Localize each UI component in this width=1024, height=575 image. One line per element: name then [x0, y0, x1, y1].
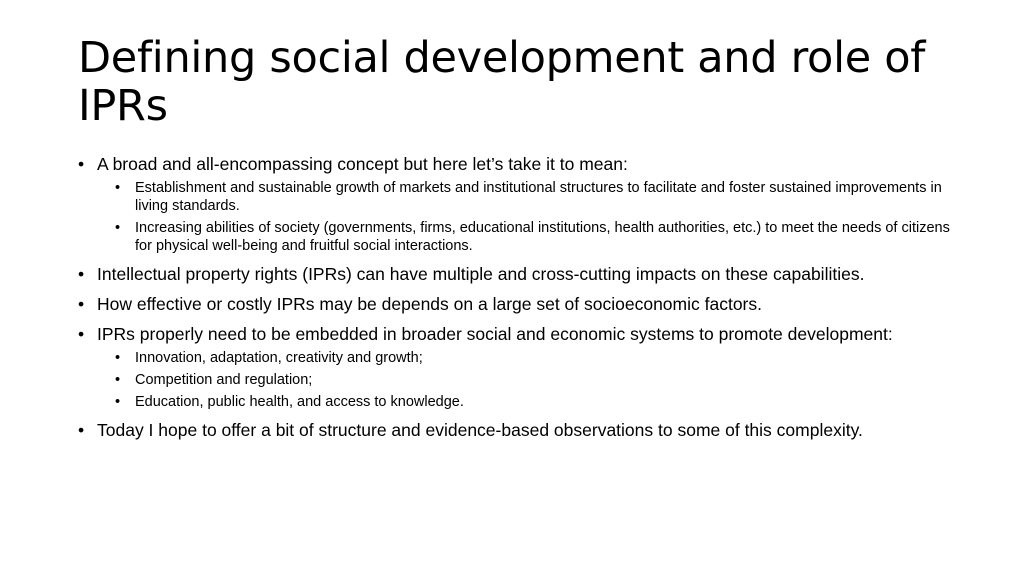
sub-bullet-list: [97, 349, 958, 411]
bullet-icon: •: [115, 350, 121, 366]
bullet-list: [78, 154, 958, 450]
bullet-item: [78, 264, 958, 285]
bullet-item: [78, 324, 958, 411]
bullet-text: How effective or costly IPRs may be depends on a large set of socioeconomic factors.: [97, 294, 762, 314]
bullet-text: A broad and all-encompassing concept but here let’s take it to mean:: [97, 154, 628, 174]
slide-title: Defining social development and role of IPRs: [78, 33, 926, 131]
bullet-icon: •: [115, 372, 121, 388]
bullet-icon: •: [115, 220, 121, 236]
sub-bullet-list: [97, 179, 958, 255]
sub-bullet-item: [97, 349, 958, 367]
sub-bullet-item: [97, 219, 958, 255]
bullet-icon: •: [115, 180, 121, 196]
bullet-text: IPRs properly need to be embedded in broader social and economic systems to promote development:: [97, 324, 893, 344]
sub-bullet-item: [97, 393, 958, 411]
bullet-text: Intellectual property rights (IPRs) can have multiple and cross-cutting impacts on these capabilities.: [97, 264, 865, 284]
bullet-item: [78, 420, 958, 441]
bullet-icon: •: [115, 394, 121, 410]
bullet-icon: •: [78, 324, 85, 344]
sub-bullet-text: Establishment and sustainable growth of markets and institutional structures to facilitate and foster sustained improvements in living standards.: [135, 180, 942, 214]
bullet-text: Today I hope to offer a bit of structure and evidence-based observations to some of this complexity.: [97, 420, 863, 440]
sub-bullet-text: Competition and regulation;: [135, 372, 313, 388]
bullet-icon: •: [78, 294, 85, 314]
sub-bullet-text: Increasing abilities of society (governments, firms, educational institutions, health authorities, etc.) to meet the needs of citizens for physical well-being and fruitful social interactions.: [135, 220, 950, 254]
bullet-item: [78, 154, 958, 255]
sub-bullet-text: Education, public health, and access to knowledge.: [135, 394, 464, 410]
bullet-icon: •: [78, 154, 85, 174]
sub-bullet-text: Innovation, adaptation, creativity and growth;: [135, 350, 423, 366]
bullet-icon: •: [78, 264, 85, 284]
bullet-item: [78, 294, 958, 315]
sub-bullet-item: [97, 179, 958, 215]
bullet-icon: •: [78, 420, 85, 440]
sub-bullet-item: [97, 371, 958, 389]
